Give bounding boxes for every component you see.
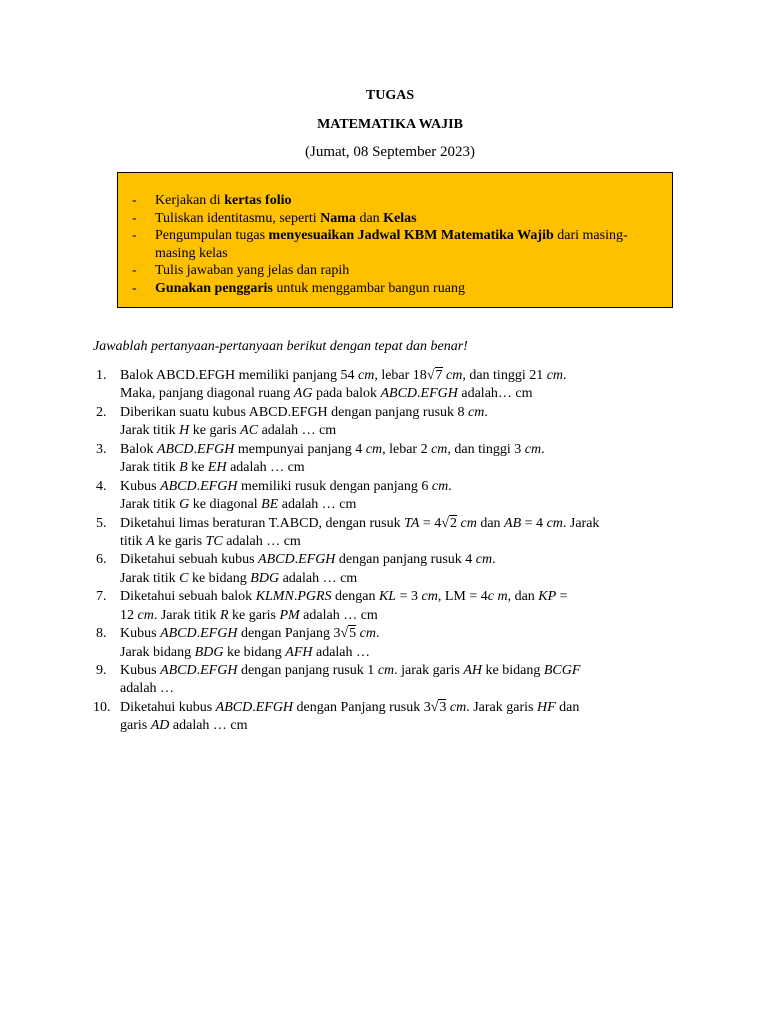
note-text: dan — [355, 210, 384, 226]
question-line: Maka, panjang diagonal ruang AG pada balok ABCD.EFGH adalah… cm — [120, 386, 533, 402]
instruction-item — [118, 227, 672, 262]
note-text: Tulis jawaban yang jelas dan rapih — [155, 263, 350, 279]
question-line: Balok ABCD.EFGH memiliki panjang 54 cm, lebar 18√7 cm, dan tinggi 21 cm. — [120, 368, 567, 383]
question-number: 3. — [96, 441, 107, 457]
question-instruction: Jawablah pertanyaan-pertanyaan berikut dengan tepat dan benar! — [93, 339, 468, 354]
question-number: 6. — [96, 552, 107, 568]
question-line: Diketahui sebuah kubus ABCD.EFGH dengan panjang rusuk 4 cm. — [120, 552, 496, 568]
question-number: 10. — [93, 700, 111, 716]
question-line: Jarak titik G ke diagonal BE adalah … cm — [120, 496, 357, 512]
question-line: Jarak titik H ke garis AC adalah … cm — [120, 423, 337, 439]
question-number: 9. — [96, 663, 107, 679]
subject-title: MATEMATIKA WAJIB — [317, 117, 463, 132]
question-number: 8. — [96, 626, 107, 642]
question-item — [96, 625, 696, 662]
question-number: 5. — [96, 515, 107, 531]
instruction-item — [118, 262, 672, 280]
bullet-dash: - — [132, 263, 137, 279]
note-bold: Gunakan penggaris — [155, 280, 273, 296]
note-bold: menyesuaikan Jadwal KBM Matematika Wajib — [268, 228, 554, 244]
instructions-box — [117, 172, 673, 308]
question-item — [96, 588, 696, 625]
question-number: 7. — [96, 589, 107, 605]
question-line: Jarak titik C ke bidang BDG adalah … cm — [120, 570, 358, 586]
question-line: Jarak bidang BDG ke bidang AFH adalah … — [120, 644, 371, 660]
question-item — [96, 441, 696, 478]
question-line: Diketahui limas beraturan T.ABCD, dengan rusuk TA = 4√2 cm dan AB = 4 cm. Jarak — [120, 515, 600, 531]
question-line: 12 cm. Jarak titik R ke garis PM adalah … cm — [120, 607, 378, 623]
bullet-dash: - — [132, 210, 137, 226]
question-number: 2. — [96, 404, 107, 420]
question-item — [96, 551, 696, 588]
question-item — [96, 404, 696, 441]
bullet-dash: - — [132, 228, 137, 244]
question-line: Kubus ABCD.EFGH memiliki rusuk dengan panjang 6 cm. — [120, 478, 452, 494]
document-title: TUGAS — [365, 88, 415, 103]
instructions-list — [118, 173, 672, 298]
note-bold: kertas folio — [224, 193, 292, 208]
note-text: Kerjakan di — [155, 193, 225, 208]
question-line: Diketahui sebuah balok KLMN.PGRS dengan KL = 3 cm, LM = 4c m, dan KP = — [120, 589, 568, 605]
question-line: Kubus ABCD.EFGH dengan Panjang 3√5 cm. — [120, 626, 380, 642]
question-item — [96, 662, 696, 699]
question-line: Kubus ABCD.EFGH dengan panjang rusuk 1 cm. jarak garis AH ke bidang BCGF — [120, 663, 581, 679]
question-number: 1. — [96, 368, 107, 383]
bullet-dash: - — [132, 193, 137, 208]
question-number: 4. — [96, 478, 107, 494]
question-item — [96, 367, 696, 404]
question-line: Diberikan suatu kubus ABCD.EFGH dengan panjang rusuk 8 cm. — [120, 404, 488, 420]
note-bold: Nama — [320, 210, 356, 226]
date-line: (Jumat, 08 September 2023) — [305, 144, 475, 160]
question-line: garis AD adalah … cm — [120, 718, 248, 734]
note-bold: Kelas — [383, 210, 417, 226]
note-text: untuk menggambar bangun ruang — [272, 280, 465, 296]
note-text: Pengumpulan tugas — [155, 228, 269, 244]
question-item — [93, 699, 696, 736]
question-line: Diketahui kubus ABCD.EFGH dengan Panjang rusuk 3√3 cm. Jarak garis HF dan — [120, 700, 580, 716]
question-line: Balok ABCD.EFGH mempunyai panjang 4 cm, lebar 2 cm, dan tinggi 3 cm. — [120, 441, 545, 457]
question-line: adalah … — [120, 681, 175, 697]
question-line: titik A ke garis TC adalah … cm — [120, 533, 301, 549]
note-text: Tuliskan identitasmu, seperti — [155, 210, 321, 226]
question-line: Jarak titik B ke EH adalah … cm — [120, 460, 305, 476]
question-item — [96, 478, 696, 515]
bullet-dash: - — [132, 280, 137, 296]
instruction-item — [118, 280, 672, 298]
instruction-item — [118, 192, 672, 210]
note-text: dari masing-masing kelas — [155, 228, 628, 261]
question-list — [93, 367, 696, 736]
instruction-item — [118, 210, 672, 228]
question-item — [96, 515, 696, 552]
